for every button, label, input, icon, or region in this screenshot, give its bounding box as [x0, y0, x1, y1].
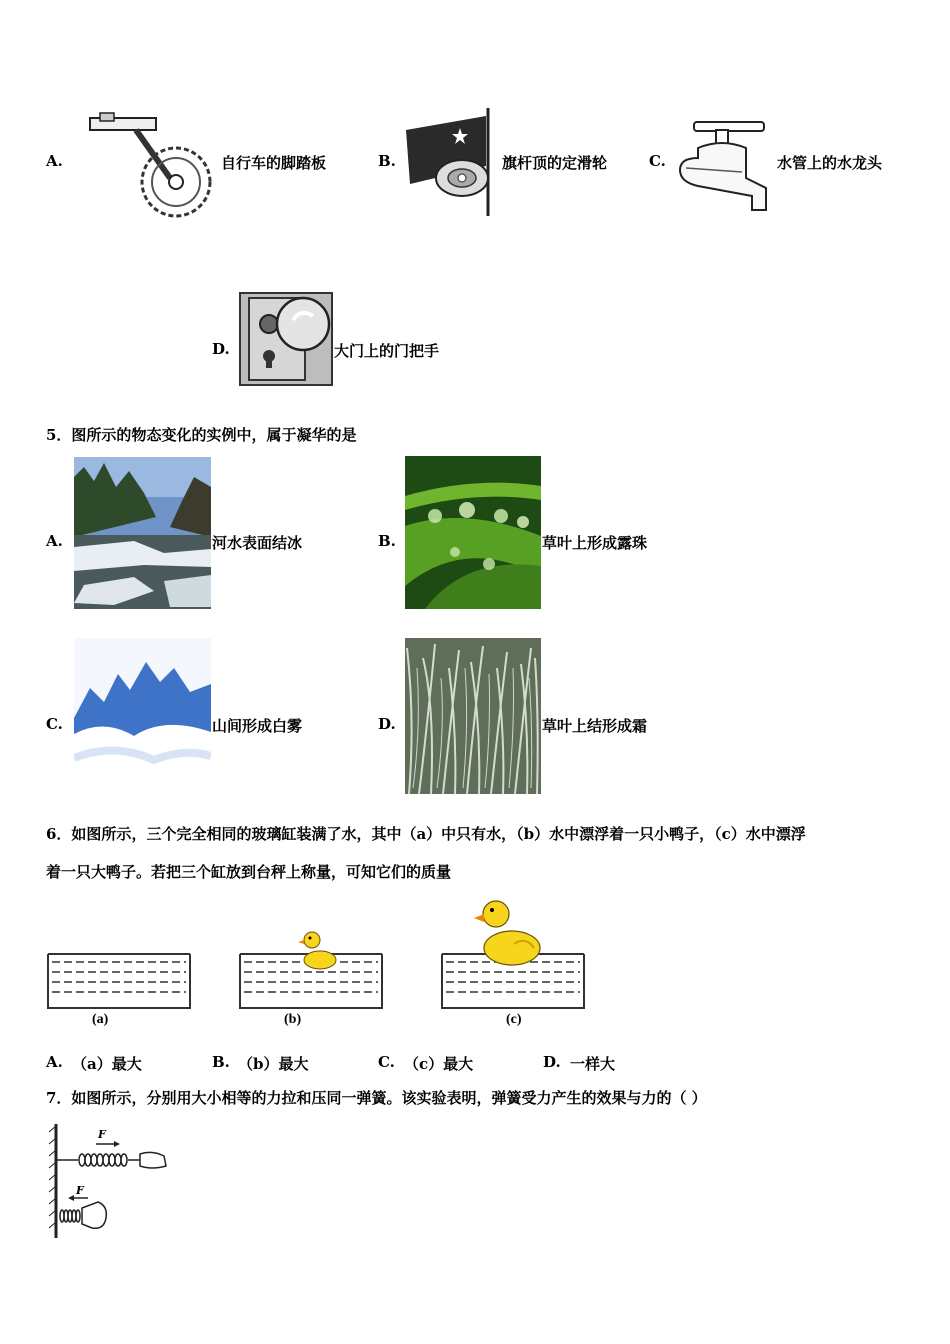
- glass-tanks-figure: [44, 896, 586, 1034]
- water-faucet-icon: [676, 118, 772, 214]
- q4-option-d-letter: D.: [212, 340, 230, 358]
- q6-option-b-text: （b）最大: [238, 1055, 309, 1073]
- spring-experiment-figure: [48, 1122, 172, 1242]
- q5-option-c-letter: C.: [46, 715, 63, 733]
- q4-option-a-text: 自行车的脚踏板: [221, 154, 327, 172]
- q4-option-b-letter: B.: [378, 152, 396, 170]
- tank-c-label: (c): [506, 1012, 522, 1027]
- frost-grass-photo: [405, 638, 541, 794]
- bicycle-pedal-icon: [86, 112, 220, 218]
- q5-option-a-letter: A.: [46, 532, 63, 550]
- q6-option-d-text: 一样大: [570, 1055, 616, 1073]
- door-knob-icon: [239, 292, 333, 386]
- river-ice-photo: [74, 457, 211, 609]
- dew-drops-photo: [405, 456, 541, 609]
- q6-option-c-letter: C.: [378, 1053, 395, 1071]
- q7-question: 7．如图所示，分别用大小相等的力拉和压同一弹簧。该实验表明，弹簧受力产生的效果与力的（ ）: [46, 1089, 707, 1107]
- force-label-top: F: [98, 1128, 106, 1141]
- q4-option-a-letter: A.: [46, 152, 63, 170]
- q5-option-c-text: 山间形成白雾: [212, 717, 303, 735]
- tank-b-label: (b): [284, 1012, 302, 1027]
- q4-option-d-text: 大门上的门把手: [334, 342, 440, 360]
- q6-option-a-text: （a）最大: [72, 1055, 142, 1073]
- force-label-bottom: F: [76, 1184, 84, 1197]
- tank-a-label: (a): [92, 1012, 109, 1027]
- q6-question-line1: 6．如图所示，三个完全相同的玻璃缸装满了水，其中（a）中只有水，（b）水中漂浮着一只小鸭子，（c）水中漂浮: [46, 825, 806, 843]
- q6-option-c-text: （c）最大: [404, 1055, 474, 1073]
- q4-option-b-text: 旗杆顶的定滑轮: [502, 154, 608, 172]
- flagpole-pulley-icon: [402, 108, 500, 216]
- mountain-fog-photo: [74, 638, 211, 794]
- q6-option-a-letter: A.: [46, 1053, 63, 1071]
- q4-option-c-text: 水管上的水龙头: [777, 154, 883, 172]
- q6-option-d-letter: D.: [543, 1053, 561, 1071]
- q5-option-b-text: 草叶上形成露珠: [542, 534, 648, 552]
- q5-option-b-letter: B.: [378, 532, 396, 550]
- q4-option-c-letter: C.: [649, 152, 666, 170]
- q5-option-a-text: 河水表面结冰: [212, 534, 303, 552]
- q5-option-d-letter: D.: [378, 715, 396, 733]
- q5-question: 5．图所示的物态变化的实例中，属于凝华的是: [46, 426, 357, 444]
- q5-option-d-text: 草叶上结形成霜: [542, 717, 648, 735]
- q6-question-line2: 着一只大鸭子。若把三个缸放到台秤上称量，可知它们的质量: [46, 863, 452, 881]
- q6-option-b-letter: B.: [212, 1053, 230, 1071]
